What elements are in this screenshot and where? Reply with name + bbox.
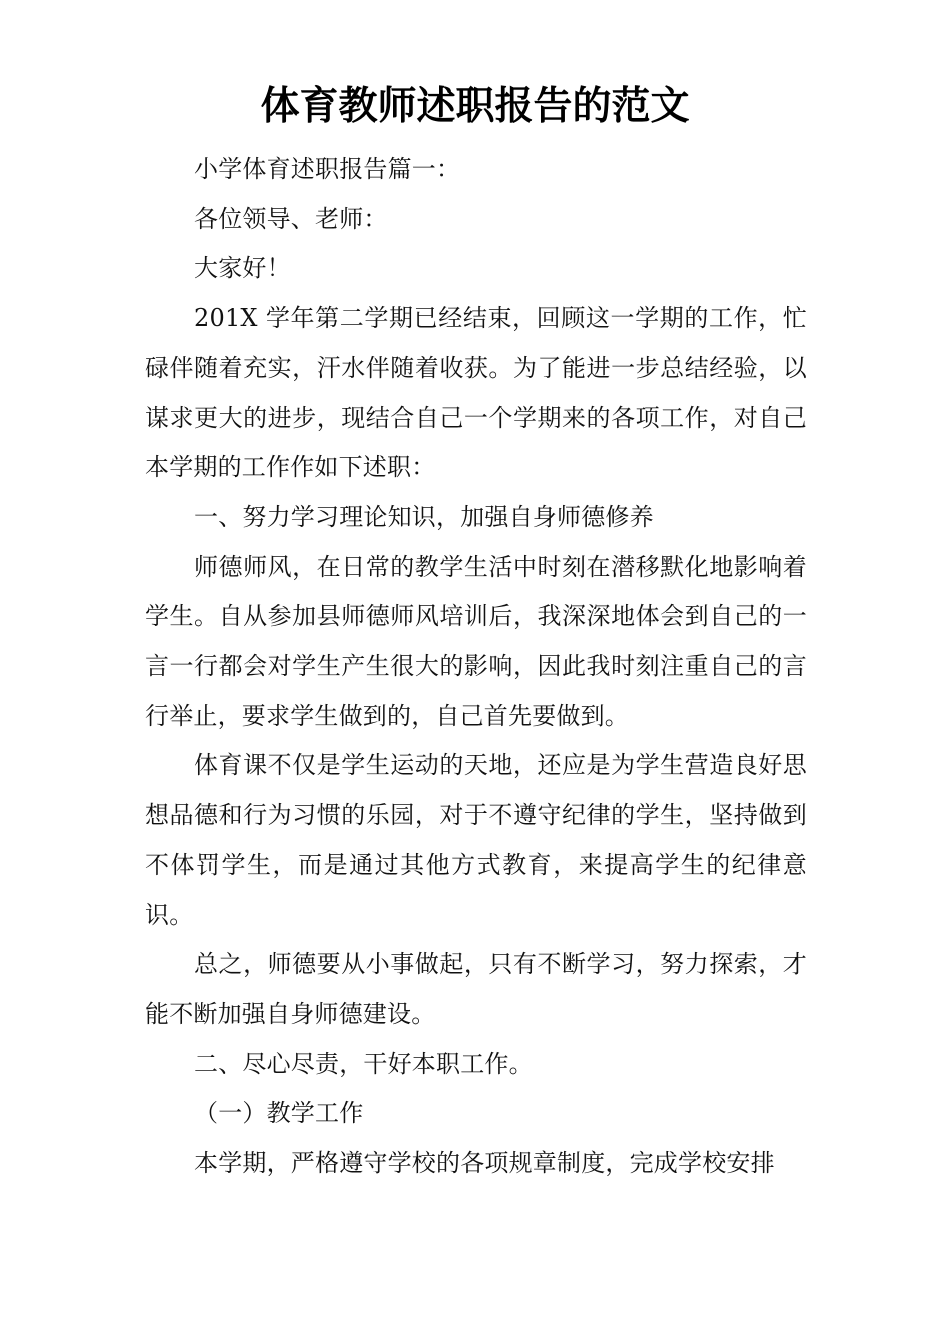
paragraph-greeting: 大家好！ [194, 254, 291, 283]
paragraph-pe-class: 体育课不仅是学生运动的天地，还应是为学生营造良好思想品德和行为习惯的乐园，对于不遵守纪律的学生，坚持做到不体罚学生，而是通过其他方式教育，来提高学生的纪律意识。 [145, 751, 807, 929]
paragraph-salutation: 各位领导、老师： [194, 204, 388, 233]
paragraph-intro: 201X 学年第二学期已经结束，回顾这一学期的工作，忙碌伴随着充实，汗水伴随着收获。为了能进一步总结经验，以谋求更大的进步，现结合自己一个学期来的各项工作，对自己本学期的工作作如下述职： [145, 304, 807, 482]
document-body [145, 145, 807, 1189]
paragraph-section-heading: 小学体育述职报告篇一： [194, 155, 461, 183]
paragraph-ethics: 师德师风，在日常的教学生活中时刻在潜移默化地影响着学生。自从参加县师德师风培训后，我深深地体会到自己的一言一行都会对学生产生很大的影响，因此我时刻注重自己的言行举止，要求学生做到的，自己首先要做到。 [145, 552, 807, 730]
paragraph-heading-1: 一、努力学习理论知识，加强自身师德修养 [194, 502, 654, 531]
paragraph-heading-2: 二、尽心尽责，干好本职工作。 [194, 1049, 533, 1078]
paragraph-teaching: 本学期，严格遵守学校的各项规章制度，完成学校安排 [194, 1149, 775, 1178]
paragraph-subheading-teaching: （一）教学工作 [194, 1099, 364, 1128]
document-title: 体育教师述职报告的范文 [260, 83, 690, 129]
paragraph-summary: 总之，师德要从小事做起，只有不断学习，努力探索，才能不断加强自身师德建设。 [145, 950, 807, 1028]
